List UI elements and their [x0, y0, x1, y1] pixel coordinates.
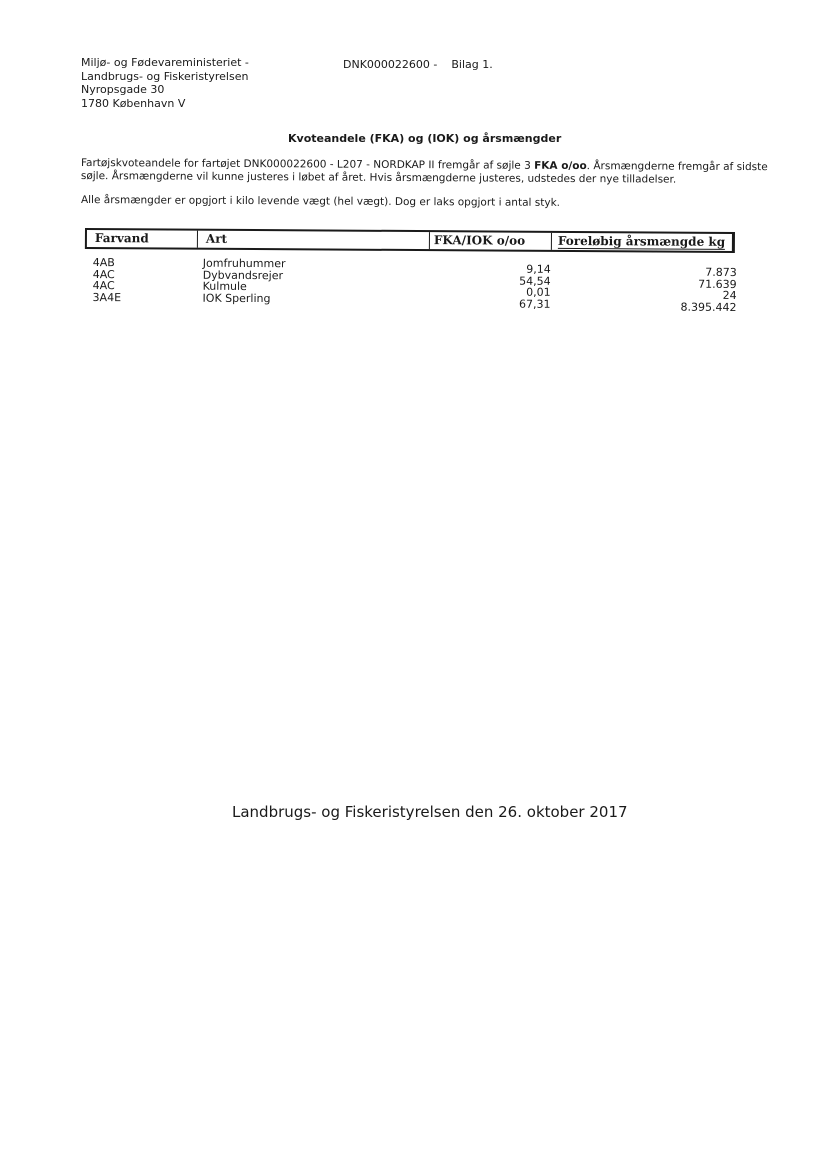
cell-art: Kulmule — [202, 279, 247, 293]
header-fka: FKA/IOK o/oo — [429, 232, 551, 250]
header-art: Art — [197, 231, 429, 249]
cell-maengde: 8.395.442 — [680, 300, 737, 314]
intro-paragraph — [81, 157, 781, 187]
cell-art: Dybvandsrejer — [202, 268, 284, 282]
cell-maengde: 71.639 — [698, 277, 737, 291]
sender-line-city: 1780 København V — [81, 96, 186, 110]
cell-fka: 9,14 — [526, 262, 551, 276]
cell-art: IOK Sperling — [202, 291, 271, 305]
cell-farvand: 3A4E — [92, 290, 122, 304]
sender-line-street: Nyropsgade 30 — [81, 83, 165, 96]
cell-fka: 54,54 — [519, 274, 551, 288]
sender-line-agency: Landbrugs- og Fiskeristyrelsen — [81, 69, 249, 83]
attachment-label: Bilag 1. — [451, 58, 493, 71]
cell-art: Jomfruhummer — [202, 256, 286, 271]
cell-farvand: 4AC — [92, 267, 115, 281]
intro-text-bold: FKA o/oo — [534, 159, 587, 173]
quota-table — [85, 228, 737, 314]
signature-date-line: Landbrugs- og Fiskeristyrelsen den 26. oktober 2017 — [232, 803, 628, 821]
intro-text-1: Fartøjskvoteandele for fartøjet DNK000022600 - L207 - NORDKAP II fremgår af søjle 3 — [80, 157, 535, 172]
intro-text-2: . Årsmængderne fremgår af sidste søjle. Årsmængderne vil kunne justeres i løbet af året. Hvis årsmængderne justeres, udstedes der nye tilladelser. — [80, 160, 768, 186]
table-body — [85, 256, 737, 314]
page-title: Kvoteandele (FKA) og (IOK) og årsmængder — [288, 132, 562, 145]
table-header — [85, 228, 735, 253]
vessel-id: DNK000022600 - — [343, 58, 438, 71]
cell-maengde: 7.873 — [705, 265, 737, 279]
header-farvand: Farvand — [94, 231, 149, 246]
header-maengde-text: Foreløbig årsmængde kg — [557, 233, 726, 249]
header-maengde — [551, 233, 735, 251]
sender-address — [81, 56, 249, 110]
sender-line-ministry: Miljø- og Fødevareministeriet - — [81, 56, 249, 69]
cell-farvand: 4AB — [92, 256, 115, 270]
document-reference — [343, 58, 493, 71]
cell-maengde: 24 — [722, 288, 737, 302]
cell-farvand: 4AC — [92, 279, 115, 293]
cell-fka: 67,31 — [519, 297, 551, 311]
unit-note-paragraph: Alle årsmængder er opgjort i kilo levende vægt (hel vægt). Dog er laks opgjort i antal styk. — [80, 194, 561, 209]
cell-fka: 0,01 — [526, 285, 551, 299]
